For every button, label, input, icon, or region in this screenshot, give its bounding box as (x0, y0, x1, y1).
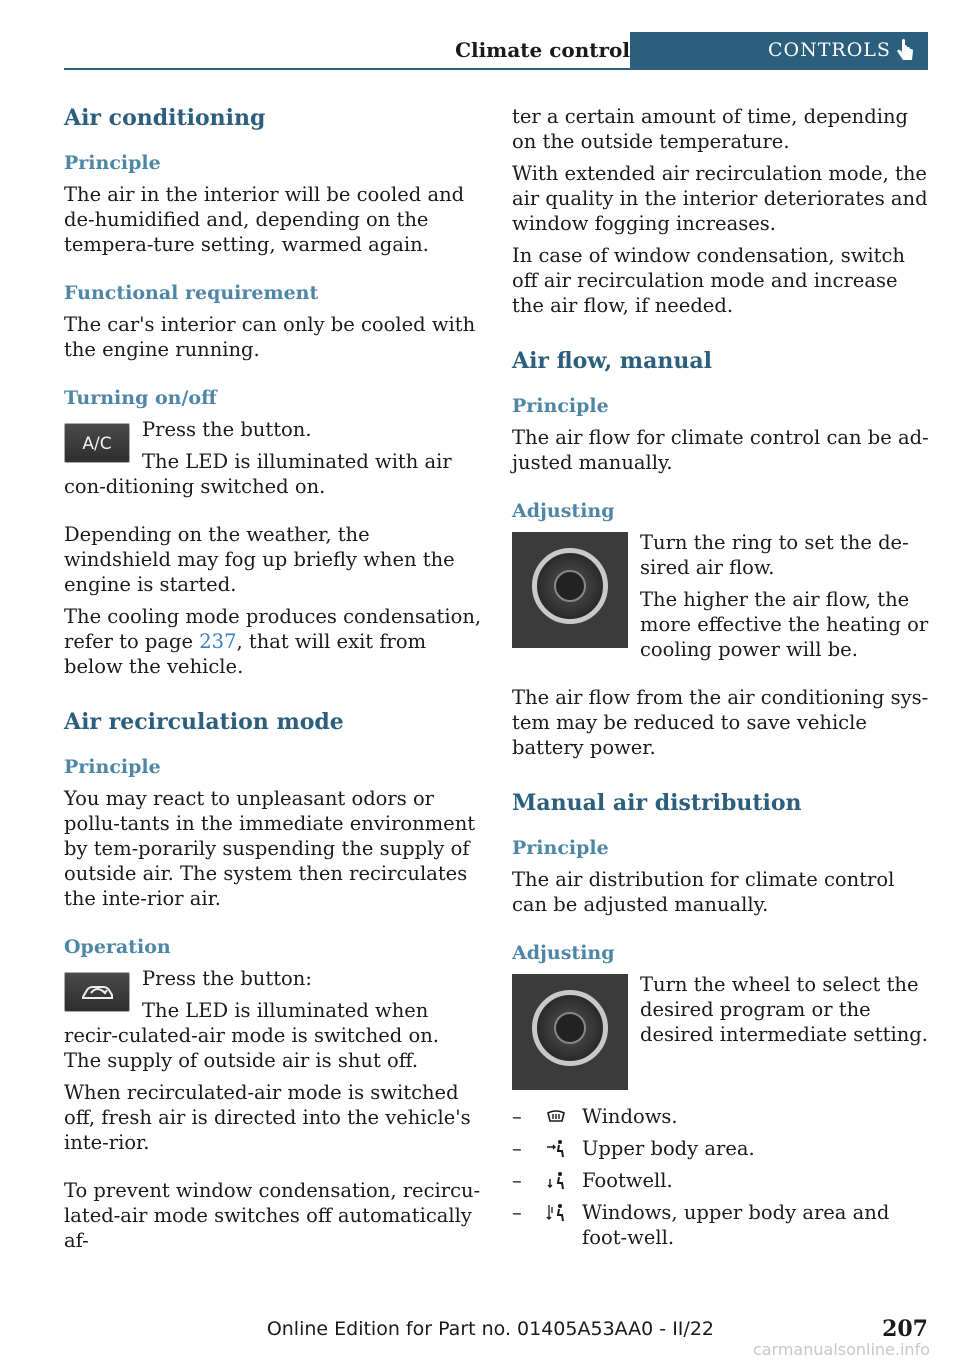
subheading-functional-requirement: Functional requirement (64, 282, 319, 304)
footwell-airflow-icon (546, 1171, 566, 1191)
subheading-principle: Principle (64, 152, 161, 174)
ac-button-figure (64, 417, 482, 506)
ac-button-image (64, 423, 130, 463)
left-column (64, 104, 482, 1260)
page-header (64, 32, 928, 70)
paragraph: The air flow for climate control can be ad-justed manually. (512, 426, 929, 474)
recirc-button-figure (64, 966, 482, 1080)
subheading-principle: Principle (512, 395, 609, 417)
ac-button-label: A/C (82, 434, 112, 454)
recirculation-car-icon (65, 973, 129, 1011)
paragraph-with-link: The cooling mode produces condensation, refer to page 237, that will exit from below the vehicle. (64, 605, 482, 678)
subheading-principle: Principle (64, 756, 161, 778)
chapter-tab (630, 32, 928, 70)
watermark: carmanualsonline.info (752, 1340, 930, 1359)
paragraph: When recirculated-air mode is switched off, fresh air is directed into the vehicle's inte-rior. (64, 1081, 471, 1154)
chapter-label: CONTROLS (768, 39, 891, 61)
distribution-wheel-image (512, 974, 628, 1090)
windshield-defrost-icon (546, 1107, 566, 1127)
paragraph: You may react to unpleasant odors or pollu-tants in the immediate environment by tem-porarily suspending the supply of outside air. The system then recirculates the inte-rior air. (64, 787, 476, 910)
heading-air-flow-manual: Air flow, manual (512, 348, 712, 374)
distribution-wheel (532, 990, 608, 1066)
paragraph: Turn the wheel to select the desired program or the desired intermediate setting. (640, 973, 928, 1046)
edition-footer: Online Edition for Part no. 01405A53AA0 - II/22 (266, 1318, 714, 1340)
paragraph: ter a certain amount of time, depending on the outside temperature. (512, 105, 908, 153)
paragraph: Press the button. (142, 418, 312, 441)
paragraph: The air distribution for climate control can be adjusted manually. (512, 868, 895, 916)
distribution-wheel-figure (512, 972, 930, 1096)
header-rule (64, 68, 928, 70)
airflow-ring-image (512, 532, 628, 648)
paragraph: The LED is illuminated with air con-ditioning switched on. (64, 450, 452, 498)
subheading-operation: Operation (64, 936, 171, 958)
paragraph: The LED is illuminated when recir-culated-air mode is switched on. The supply of outside air is shut off. (64, 999, 439, 1072)
subheading-adjusting: Adjusting (512, 500, 615, 522)
paragraph: Depending on the weather, the windshield may fog up briefly when the engine is started. (64, 523, 455, 596)
subheading-turning-on-off: Turning on/off (64, 387, 217, 409)
subheading-principle: Principle (512, 837, 609, 859)
paragraph: To prevent window condensation, recircu-lated-air mode switches off automatically af- (64, 1179, 481, 1252)
list-item: – Windows. (512, 1105, 678, 1128)
paragraph: Turn the ring to set the de-sired air flow. (640, 531, 909, 579)
page-link[interactable]: 237 (199, 630, 237, 653)
airflow-ring (532, 548, 608, 624)
upper-body-airflow-icon (546, 1139, 566, 1159)
list-item: – Upper body area. (512, 1137, 755, 1160)
heading-air-recirculation: Air recirculation mode (64, 709, 344, 735)
right-column (512, 104, 930, 1257)
pointing-hand-icon (894, 39, 916, 63)
paragraph: With extended air recirculation mode, the air quality in the interior deteriorates and window fogging increases. (512, 162, 928, 235)
subheading-adjusting: Adjusting (512, 942, 615, 964)
recirculation-button-image (64, 972, 130, 1012)
paragraph: The higher the air flow, the more effective the heating or cooling power will be. (640, 588, 929, 661)
heading-air-conditioning: Air conditioning (64, 105, 266, 131)
list-item: – Footwell. (512, 1169, 673, 1192)
paragraph: The car's interior can only be cooled with the engine running. (64, 313, 476, 361)
paragraph: In case of window condensation, switch off air recirculation mode and increase the air flow, if needed. (512, 244, 905, 317)
page-number: 207 (882, 1316, 928, 1342)
airflow-ring-figure (512, 530, 930, 669)
section-title: Climate control (455, 38, 630, 62)
paragraph: The air in the interior will be cooled and de-humidified and, depending on the tempera-ture setting, warmed again. (64, 183, 465, 256)
distribution-list (512, 1104, 930, 1250)
all-zones-airflow-icon (546, 1203, 566, 1223)
paragraph: Press the button: (142, 967, 312, 990)
list-item: – Windows, upper body area and foot-well. (512, 1201, 890, 1249)
paragraph: The air flow from the air conditioning sys-tem may be reduced to save vehicle battery power. (512, 686, 929, 759)
heading-manual-air-distribution: Manual air distribution (512, 790, 802, 816)
